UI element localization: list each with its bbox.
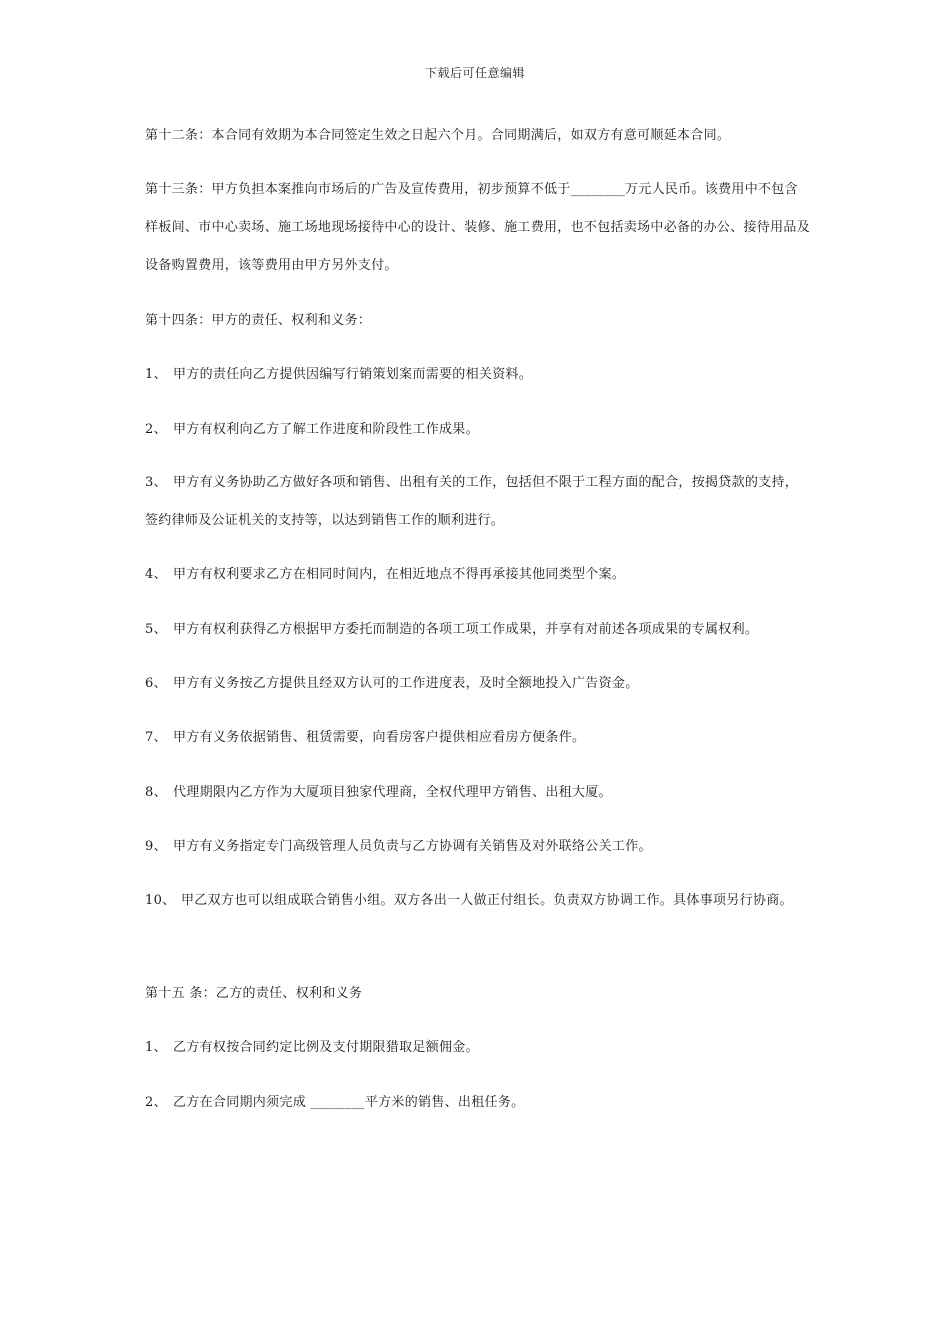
item-number: 4、 xyxy=(145,567,167,582)
article-14-item-1 xyxy=(145,356,810,394)
item-text: 乙方有权按合同约定比例及支付期限猎取足额佣金。 xyxy=(173,1040,479,1055)
item-number: 8、 xyxy=(145,785,167,800)
item-number: 5、 xyxy=(145,622,167,637)
article-15-item-2 xyxy=(145,1084,810,1122)
item-number: 10、 xyxy=(145,893,176,908)
item-number: 9、 xyxy=(145,839,167,854)
item-number: 7、 xyxy=(145,730,167,745)
item-text: 甲乙双方也可以组成联合销售小组。双方各出一人做正付组长。负责双方协调工作。具体事项另行协商。 xyxy=(181,893,793,908)
article-14-item-8 xyxy=(145,774,810,812)
item-text: 甲方有义务依据销售、租赁需要，向看房客户提供相应看房方便条件。 xyxy=(173,730,586,745)
article-14-item-7 xyxy=(145,719,810,757)
item-text: 甲方有义务协助乙方做好各项和销售、出租有关的工作，包括但不限于工程方面的配合，按揭贷款的支持，签约律师及公证机关的支持等，以达到销售工作的顺利进行。 xyxy=(145,475,799,528)
article-14-item-6 xyxy=(145,665,810,703)
article-15-item-1 xyxy=(145,1029,810,1067)
article-14-item-2 xyxy=(145,411,810,449)
item-number: 2、 xyxy=(145,1095,167,1110)
item-number: 6、 xyxy=(145,676,167,691)
article-14-item-9 xyxy=(145,828,810,866)
page-header: 下载后可任意编辑 xyxy=(424,66,525,80)
item-text: 甲方的责任向乙方提供因编写行销策划案而需要的相关资料。 xyxy=(173,367,533,382)
article-14-item-10 xyxy=(145,882,810,920)
item-text: 乙方在合同期内须完成 ________平方米的销售、出租任务。 xyxy=(173,1095,525,1110)
article-14-item-5 xyxy=(145,611,810,649)
article-12: 第十二条：本合同有效期为本合同签定生效之日起六个月。合同期满后，如双方有意可顺延本合同。 xyxy=(145,128,731,143)
article-15-heading: 第十五 条：乙方的责任、权利和义务 xyxy=(145,986,363,1001)
item-text: 甲方有义务按乙方提供且经双方认可的工作进度表，及时全额地投入广告资金。 xyxy=(173,676,639,691)
article-14-heading: 第十四条：甲方的责任、权利和义务： xyxy=(145,313,372,328)
item-text: 代理期限内乙方作为大厦项目独家代理商，全权代理甲方销售、出租大厦。 xyxy=(173,785,612,800)
item-text: 甲方有权利获得乙方根据甲方委托而制造的各项工项工作成果，并享有对前述各项成果的专属权利。 xyxy=(173,622,759,637)
article-14-item-3 xyxy=(145,464,810,540)
item-text: 甲方有权利要求乙方在相同时间内，在相近地点不得再承接其他同类型个案。 xyxy=(173,567,626,582)
item-text: 甲方有义务指定专门高级管理人员负责与乙方协调有关销售及对外联络公关工作。 xyxy=(173,839,652,854)
item-number: 2、 xyxy=(145,422,167,437)
item-text: 甲方有权利向乙方了解工作进度和阶段性工作成果。 xyxy=(173,422,479,437)
item-number: 1、 xyxy=(145,1040,167,1055)
article-13: 第十三条：甲方负担本案推向市场后的广告及宣传费用，初步预算不低于________万元人民币。该费用中不包含样板间、市中心卖场、施工场地现场接待中心的设计、装修、施工费用，也不包括卖场中必备的办公、接待用品及设备购置费用，该等费用由甲方另外支付。 xyxy=(145,182,811,273)
article-14-item-4 xyxy=(145,556,810,594)
item-number: 3、 xyxy=(145,475,167,490)
item-number: 1、 xyxy=(145,367,167,382)
